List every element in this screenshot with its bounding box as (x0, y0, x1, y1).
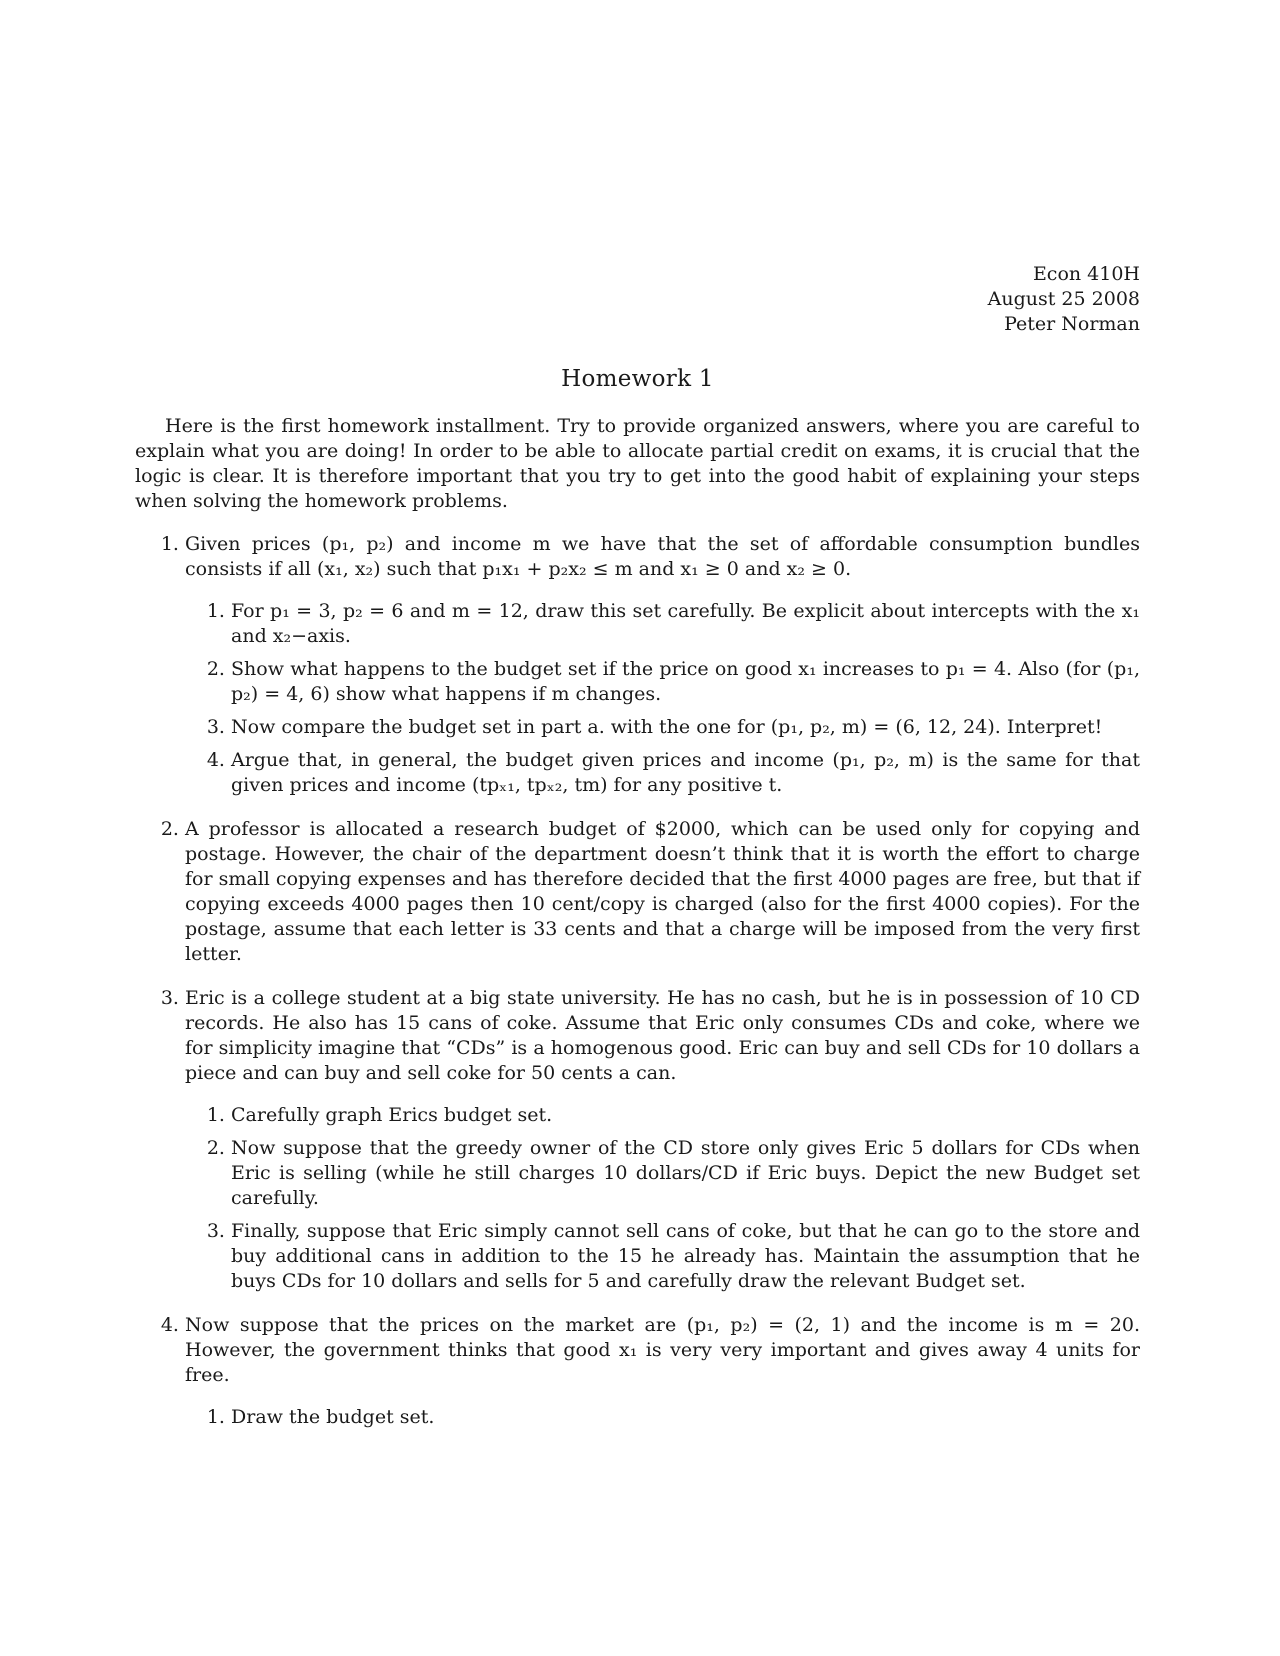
problem-4 (185, 1313, 1140, 1430)
subpart-item: 3. Finally, suppose that Eric simply cannot sell cans of coke, but that he can go to the store and buy additional cans in addition to the 15 he already has. Maintain the assumption that he buys CDs for 10 dollars and sells for 5 and carefully draw the relevant Budget set. (231, 1219, 1140, 1294)
subpart-item: 2. Now suppose that the greedy owner of the CD store only gives Eric 5 dollars for CDs when Eric is selling (while he still charges 10 dollars/CD if Eric buys. Depict the new Budget set carefully. (231, 1136, 1140, 1211)
subpart-list (185, 599, 1140, 798)
problem-text: 2. A professor is allocated a research budget of $2000, which can be used only for copying and postage. However, the chair of the department doesn’t think that it is worth the effort to charge for small copying expenses and has therefore decided that the first 4000 pages are free, but that if copying exceeds 4000 pages then 10 cent/copy is charged (also for the first 4000 copies). For the postage, assume that each letter is 33 cents and that a charge will be imposed from the very first letter. (185, 818, 1140, 965)
subpart-item: 2. Show what happens to the budget set if the price on good x₁ increases to p₁ = 4. Also (for (p₁, p₂) = 4, 6) show what happens if m changes. (231, 657, 1140, 707)
subpart-list (185, 1103, 1140, 1294)
page-title: Homework 1 (561, 366, 714, 392)
problem-text: 3. Eric is a college student at a big state university. He has no cash, but he is in possession of 10 CD records. He also has 15 cans of coke. Assume that Eric only consumes CDs and coke, where we for simplicity imagine that “CDs” is a homogenous good. Eric can buy and sell CDs for 10 dollars a piece and can buy and sell coke for 50 cents a can. (185, 987, 1140, 1084)
document-date: August 25 2008 (987, 288, 1140, 310)
author-name: Peter Norman (1004, 313, 1140, 335)
problem-list (135, 532, 1140, 1430)
subpart-item: 1. Carefully graph Erics budget set. (231, 1103, 1140, 1128)
subpart-item: 3. Now compare the budget set in part a. with the one for (p₁, p₂, m) = (6, 12, 24). Interpret! (231, 715, 1140, 740)
subpart-list (185, 1405, 1140, 1430)
problem-text: 4. Now suppose that the prices on the market are (p₁, p₂) = (2, 1) and the income is m = 20. However, the government thinks that good x₁ is very very important and gives away 4 units for free. (185, 1314, 1140, 1386)
problem-1 (185, 532, 1140, 798)
intro-paragraph: Here is the first homework installment. Try to provide organized answers, where you are careful to explain what you are doing! In order to be able to allocate partial credit on exams, it is crucial that the logic is clear. It is therefore important that you try to get into the good habit of explaining your steps when solving the homework problems. (135, 415, 1140, 512)
subpart-item: 1. Draw the budget set. (231, 1405, 1140, 1430)
problem-3 (185, 986, 1140, 1294)
problem-text: 1. Given prices (p₁, p₂) and income m we have that the set of affordable consumption bundles consists if all (x₁, x₂) such that p₁x₁ + p₂x₂ ≤ m and x₁ ≥ 0 and x₂ ≥ 0. (185, 533, 1140, 580)
course-name: Econ 410H (1032, 263, 1140, 285)
document-header (135, 262, 1140, 337)
subpart-item: 4. Argue that, in general, the budget given prices and income (p₁, p₂, m) is the same for that given prices and income (tpₓ₁, tpₓ₂, tm) for any positive t. (231, 748, 1140, 798)
subpart-item: 1. For p₁ = 3, p₂ = 6 and m = 12, draw this set carefully. Be explicit about intercepts with the x₁ and x₂−axis. (231, 599, 1140, 649)
document-page (135, 262, 1140, 1449)
problem-2 (185, 817, 1140, 967)
